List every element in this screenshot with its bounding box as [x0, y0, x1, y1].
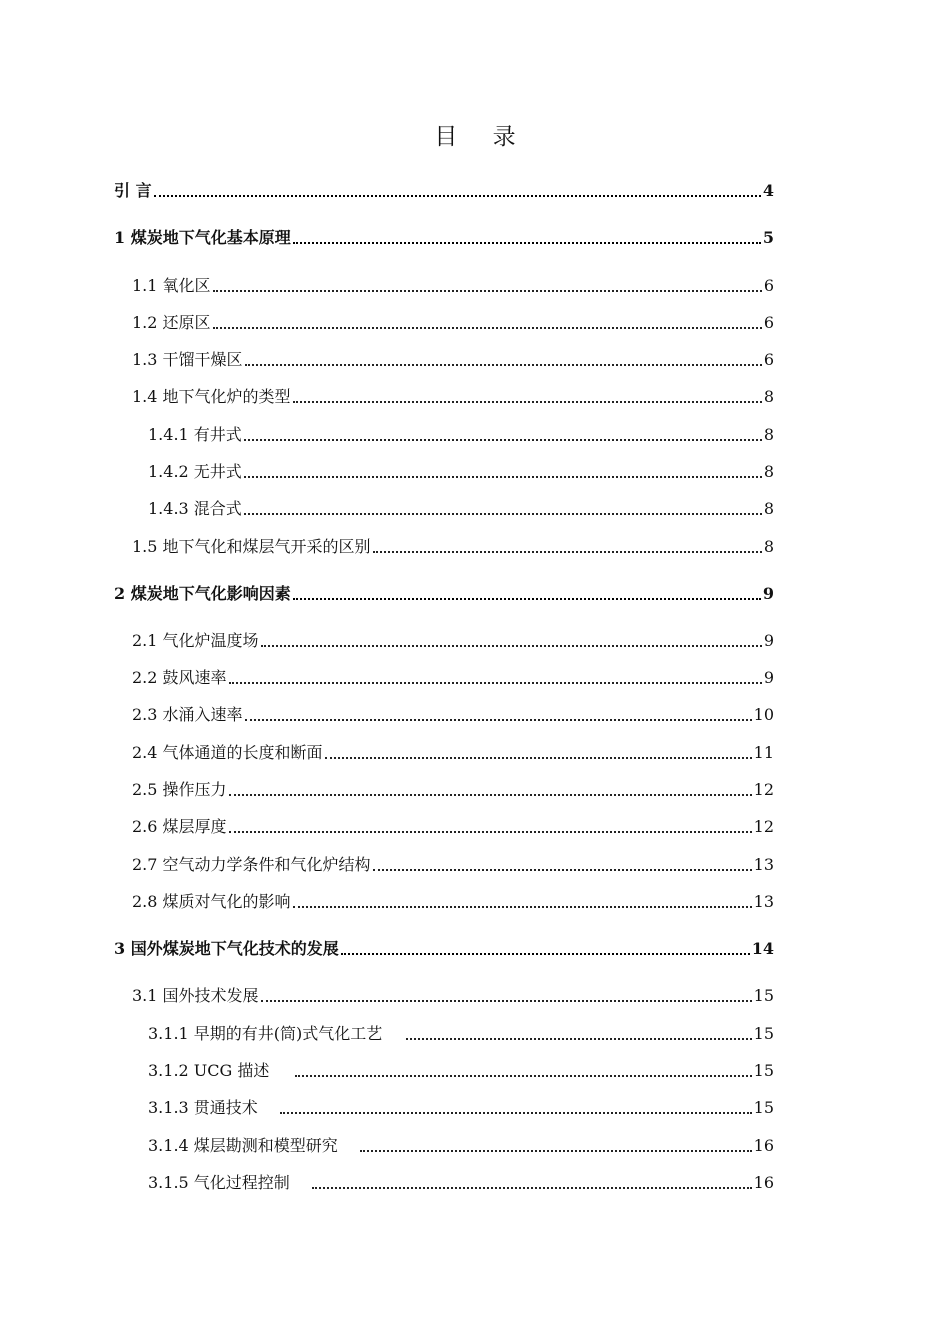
toc-entry-page: 8 [763, 537, 774, 556]
toc-dot-leader [244, 513, 762, 515]
toc-dot-leader [261, 645, 762, 647]
toc-entry[interactable] [114, 584, 774, 604]
toc-entry[interactable] [132, 780, 774, 800]
toc-entry-label: 3 国外煤炭地下气化技术的发展 [114, 939, 339, 958]
toc-entry[interactable] [132, 387, 774, 407]
toc-entry-label: 2.5 操作压力 [132, 780, 227, 799]
toc-dot-leader [293, 242, 761, 244]
toc-dot-leader [229, 794, 752, 796]
toc-entry[interactable] [132, 892, 774, 912]
toc-entry[interactable] [148, 462, 774, 482]
toc-entry[interactable] [132, 817, 774, 837]
toc-dot-leader [213, 290, 762, 292]
table-of-contents [114, 0, 774, 1344]
toc-entry-page: 4 [762, 181, 774, 200]
toc-entry-label: 1.5 地下气化和煤层气开采的区别 [132, 537, 371, 556]
toc-entry[interactable] [148, 425, 774, 445]
toc-dot-leader [154, 195, 761, 197]
toc-entry-label: 1.3 干馏干燥区 [132, 350, 243, 369]
toc-dot-leader [360, 1150, 752, 1152]
toc-entry[interactable] [148, 1173, 774, 1193]
toc-entry-page: 5 [762, 228, 774, 247]
toc-entry-label: 1.4.2 无井式 [148, 462, 242, 481]
toc-entry-page: 13 [753, 892, 774, 911]
toc-dot-leader [245, 364, 762, 366]
toc-entry-page: 16 [753, 1136, 774, 1155]
toc-entry[interactable] [114, 181, 774, 201]
toc-entry-page: 8 [763, 499, 774, 518]
toc-entry[interactable] [148, 1098, 774, 1118]
toc-entry-page: 15 [753, 986, 774, 1005]
toc-entry-page: 13 [753, 855, 774, 874]
toc-dot-leader [244, 439, 762, 441]
toc-entry-label: 2 煤炭地下气化影响因素 [114, 584, 291, 603]
toc-entry[interactable] [132, 855, 774, 875]
toc-entry[interactable] [132, 631, 774, 651]
toc-entry-label: 2.8 煤质对气化的影响 [132, 892, 291, 911]
toc-entry[interactable] [148, 499, 774, 519]
toc-entry[interactable] [132, 743, 774, 763]
toc-dot-leader [325, 757, 752, 759]
toc-entry-page: 8 [763, 462, 774, 481]
toc-dot-leader [293, 906, 752, 908]
toc-dot-leader [261, 1000, 752, 1002]
toc-dot-leader [373, 551, 762, 553]
toc-entry[interactable] [132, 313, 774, 333]
toc-entry-label: 3.1.5 气化过程控制 [148, 1173, 290, 1192]
toc-entry-label: 1.2 还原区 [132, 313, 211, 332]
toc-dot-leader [213, 327, 762, 329]
toc-dot-leader [293, 401, 762, 403]
toc-entry[interactable] [132, 705, 774, 725]
toc-entry-page: 8 [763, 387, 774, 406]
toc-entry-page: 9 [763, 631, 774, 650]
toc-entry[interactable] [148, 1024, 774, 1044]
toc-entry-page: 15 [753, 1098, 774, 1117]
toc-entry-label: 1.4 地下气化炉的类型 [132, 387, 291, 406]
toc-entry-page: 8 [763, 425, 774, 444]
toc-entry-label: 3.1.2 UCG 描述 [148, 1061, 270, 1080]
toc-entry-page: 12 [753, 817, 774, 836]
toc-entry[interactable] [132, 668, 774, 688]
toc-dot-leader [229, 831, 752, 833]
toc-dot-leader [406, 1038, 751, 1040]
toc-entry-label: 2.2 鼓风速率 [132, 668, 227, 687]
toc-entry[interactable] [132, 350, 774, 370]
toc-entry-label: 3.1.1 早期的有井(筒)式气化工艺 [148, 1024, 383, 1043]
toc-entry-page: 15 [753, 1061, 774, 1080]
toc-entry-label: 3.1.3 贯通技术 [148, 1098, 258, 1117]
toc-entry[interactable] [148, 1061, 774, 1081]
page-title: 目 录 [434, 124, 530, 150]
toc-entry-page: 11 [753, 743, 774, 762]
toc-entry-label: 引 言 [114, 181, 152, 200]
toc-entry-page: 16 [753, 1173, 774, 1192]
toc-entry-label: 1.4.3 混合式 [148, 499, 242, 518]
toc-entry[interactable] [114, 939, 774, 959]
toc-entry[interactable] [132, 276, 774, 296]
toc-entry[interactable] [114, 228, 774, 248]
toc-entry-label: 1.4.1 有井式 [148, 425, 242, 444]
toc-entry-page: 6 [763, 350, 774, 369]
toc-entry-label: 3.1.4 煤层勘测和模型研究 [148, 1136, 338, 1155]
toc-dot-leader [229, 682, 762, 684]
toc-dot-leader [295, 1075, 751, 1077]
toc-dot-leader [244, 476, 762, 478]
toc-entry-page: 6 [763, 313, 774, 332]
toc-entry-page: 15 [753, 1024, 774, 1043]
toc-entry-page: 6 [763, 276, 774, 295]
toc-dot-leader [245, 719, 752, 721]
toc-entry-label: 1.1 氧化区 [132, 276, 211, 295]
toc-entry-page: 12 [753, 780, 774, 799]
toc-entry-label: 2.4 气体通道的长度和断面 [132, 743, 323, 762]
toc-entry-label: 2.3 水涌入速率 [132, 705, 243, 724]
toc-dot-leader [312, 1187, 752, 1189]
toc-entry-page: 10 [753, 705, 774, 724]
toc-entry[interactable] [132, 537, 774, 557]
toc-entry-page: 9 [762, 584, 774, 603]
toc-dot-leader [293, 598, 761, 600]
toc-entry[interactable] [148, 1136, 774, 1156]
toc-entry-label: 3.1 国外技术发展 [132, 986, 259, 1005]
toc-entry-label: 1 煤炭地下气化基本原理 [114, 228, 291, 247]
toc-dot-leader [341, 953, 750, 955]
toc-entry-label: 2.7 空气动力学条件和气化炉结构 [132, 855, 371, 874]
toc-entry-label: 2.1 气化炉温度场 [132, 631, 259, 650]
toc-entry[interactable] [132, 986, 774, 1006]
toc-dot-leader [373, 869, 752, 871]
toc-entry-label: 2.6 煤层厚度 [132, 817, 227, 836]
toc-entry-page: 14 [751, 939, 774, 958]
toc-dot-leader [280, 1112, 752, 1114]
toc-entry-page: 9 [763, 668, 774, 687]
